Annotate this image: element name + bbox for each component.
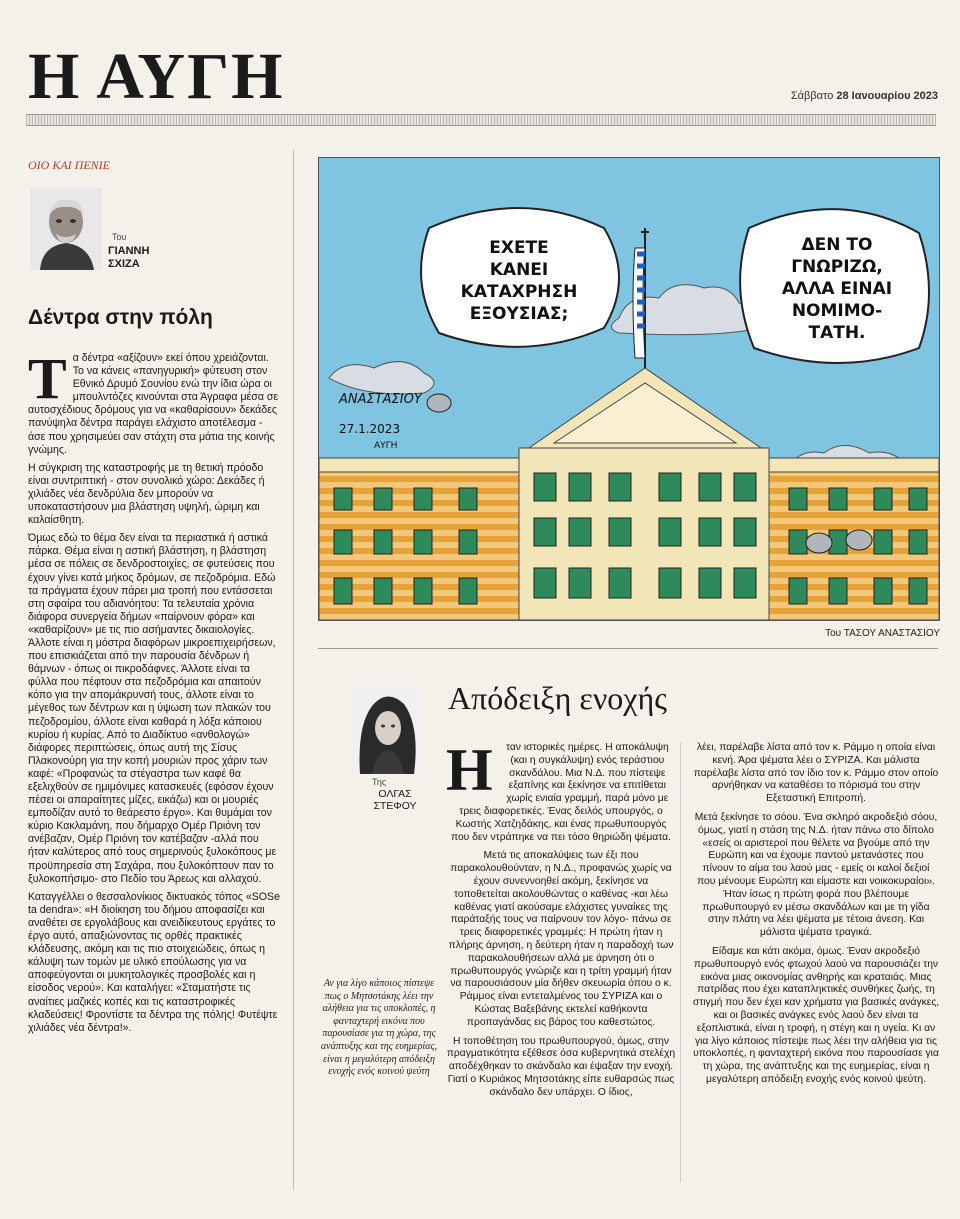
byline-prefix: Του xyxy=(112,232,127,242)
bubble-left-line: ΕΞΟΥΣΙΑΣ; xyxy=(469,304,569,324)
column-divider xyxy=(680,742,681,1182)
author-photo xyxy=(352,686,422,774)
paragraph: Όμως εδώ το θέμα δεν είναι τα περιαστικά ή αστικά πάρκα. Θέμα είναι η αστική βλάστηση, η βλάστηση μέσα σε πόλεις σε δενδροστοιχίες, σε φυτεύσεις που έχουν γίνει κατά μήκος δρόμων, σε πεζοδρόμια. Εδώ τα πράγματα έχουν πάρει μια τροπή που εντάσσεται στη σφαίρα του αδιανόητου: Τα τελευταία χρόνια διάφορα συνεργεία δήμων «παίρνουν φόρα» και «καθαρίζουν» με τις πιο ασήμαντες δικαιολογίες. Άλλοτε είναι η μόστρα διαφόρων μικροεπιχειρήσεων, που επισκιάζεται από την παρουσία δένδρων ή θάμνων - όπως οι πικροδάφνες. Άλλοτε είναι τα φύλλα που πέφτουν στα πεζοδρόμια και απαιτούν κόπο για την απομάκρυνσή τους, άλλοτε είναι το μέγεθος των δέντρων και η ύψωση των πλακών του πεζοδρομίου, άλλοτε είναι καθαρά η λόξα κάποιου κυρίου ή κυρίας. Από το Διαδίκτυο «ανθολογώ» διάφορες περιπτώσεις, όπως αυτή της Σίσυς Πλακονούρη για την κοπή μουριών προς χάριν των καφέ: «Προφανώς τα στέγαστρα των καφέ θα εξελιχθούν σε ημιμόνιμες κατασκευές (εφόσον έχουν πέσει οι απαραίτητες μίζες, εικάζω) και οι μουριές εμποδίζαν αυτό το θεάρεστο έργο». Και θυμάμαι τον κύριο Κακλαμάνη, που δήμαρχο Ομέρ Πριόνη τον ανέβαζαν, Ομέρ Πριόνη τον κατέβαζαν -αλλά που ήταν καλύτερος από τους σημερινούς ξυλοκόπους με προϋπηρεσία στη Σαχάρα, που ξυλοκόπτουν παν το ξυλοκοπήσιμο- στο Πεδίο του Άρεως και αλλαχού. xyxy=(28,532,277,885)
author-firstname: ΟΛΓΑΣ xyxy=(378,788,412,800)
credit-prefix: Του xyxy=(825,628,842,639)
paragraph: Μετά ξεκίνησε το σόου. Ένα σκληρό ακροδεξιό σόου, όμως, γιατί η στάση της Ν.Δ. ήταν πάνω στο δίπολο «εσείς οι αριστεροί που θέλετε να βγούμε από την Ευρώπη και να έχουμε παντού μετανάστες που πίνουν το αίμα του λαού μας - εμείς οι καλοί δεξιοί που μένουμε Ευρώπη και είμαστε και νοικοκυραίοι». Ήταν ίσως η πρώτη φορά που βλέπουμε πρωθυπουργό εν μέσω σκανδάλων και με τη γίδα στην πλάτη να λέει ψέματα με τέτοια άνεση. Και μάλιστα ψέματα τραγικά. xyxy=(694,811,938,939)
bubble-left-line: ΕΧΕΤΕ xyxy=(489,238,549,258)
divider xyxy=(318,648,938,649)
dateline-day: Σάββατο xyxy=(790,90,834,102)
byline-prefix: Της xyxy=(372,777,387,787)
article-body-col-2 xyxy=(692,742,940,1093)
svg-text:27.1.2023: 27.1.2023 xyxy=(339,422,401,436)
paragraph xyxy=(28,346,280,457)
paragraph-text: α δέντρα «αξίζουν» εκεί όπου χρειάζονται. Το να κάνεις «πανηγυρική» φύτευση στον Εθνικό Δρυμό Σουνίου ενώ την ίδια ώρα οι μπουλντόζες κινούνται στα Άγραφα μέσα σε αυτοσχέδιους δρόμους για να «καθαρίσουν» δεκάδες πανύψηλα δέντρα παράγει ελάχιστο αποτέλεσμα - άσε που χρησιμεύει σαν στάχτη στα μάτια της κοινής γνώμης. xyxy=(28,352,279,456)
article-headline: Απόδειξη ενοχής xyxy=(448,680,667,716)
paragraph: Η σύγκριση της καταστροφής με τη θετική πρόοδο είναι συντριπτική - στον συνολικό χώρο: Δεκάδες ή χιλιάδες νέα δενδρύλια δεν μπορούν να υποκαταστήσουν μια βλάστηση υψηλή, ώριμη και καλαίσθητη. xyxy=(28,461,265,527)
cartoon-credit xyxy=(825,628,940,639)
author-lastname: ΣΧΙΖΑ xyxy=(108,258,140,270)
bubble-right-line: ΓΝΩΡΙΖΩ, xyxy=(791,257,883,277)
dateline xyxy=(791,90,938,102)
masthead-title: Η ΑΥΓΗ xyxy=(28,40,285,113)
bubble-left-line: ΚΑΤΑΧΡΗΣΗ xyxy=(460,282,578,302)
credit-name: ΤΑΣΟΥ ΑΝΑΣΤΑΣΙΟΥ xyxy=(843,628,940,639)
svg-text:ΑΥΓΗ: ΑΥΓΗ xyxy=(374,441,398,451)
paragraph xyxy=(446,737,676,844)
author-name xyxy=(108,245,149,271)
bubble-left-line: ΚΑΝΕΙ xyxy=(489,260,549,280)
political-cartoon xyxy=(318,157,940,621)
article-headline: Δέντρα στην πόλη xyxy=(28,306,213,329)
paragraph: Είδαμε και κάτι ακόμα, όμως. Έναν ακροδεξιό πρωθυπουργό ενός φτωχού λαού να παρουσιάζει την εικόνα μιας οικονομίας ανθηρής και κραταιάς. Μιας πατρίδας που έχει καταπληκτικές συνθήκες ζωής, τη στιγμή που δεν έχει καν χρήματα για βασικές ανάγκες, και οι βασικές ανάγκες ενός λαού δεν είναι τα εξοπλιστικά, είναι η τροφή, η στέγη και η υγεία. Κι αν για λίγο κάποιος πίστεψε πως λέει την αλήθεια για τις υποκλοπές, η φανταχτερή εικόνα που παρουσίασε για τη χώρα, της ανάπτυξης και της ευημερίας, είναι η μεγαλύτερη απόδειξη ενοχής ενός κοινού ψεύτη. xyxy=(692,945,940,1085)
dropcap: Η xyxy=(446,737,493,803)
author-photo xyxy=(30,188,102,270)
dateline-date: 28 Ιανουαρίου 2023 xyxy=(836,90,938,102)
article-body xyxy=(28,346,281,1040)
dropcap: Τ xyxy=(28,346,67,411)
bubble-right-line: ΑΛΛΑ ΕΙΝΑΙ xyxy=(781,279,893,299)
paragraph: Μετά τις αποκαλύψεις των έξι που παρακολουθούνταν, η Ν.Δ., προφανώς χωρίς να έχουν συνεννοηθεί ακόμη, ξεκίνησε να τοποθετείται ακολουθώντας ο καθένας -και λέω καθένας γιατί ακούσαμε ελάχιστες γυναίκες της παράταξής τους να παίρνουν τον λόγο- πάνω σε τρεις διαφορετικές γραμμές: Η πρώτη ήταν η πλήρης άρνηση, η δεύτερη ήταν η παραδοχή των παρακολουθήσεων αλλά με άρνηση ότι ο πρωθυπουργός γνώριζε και η τρίτη γραμμή ήταν να παρουσιάσουν μία δήθεν σκευωρία όπου ο κ. Ράμμος είναι εντεταλμένος του ΣΥΡΙΖΑ και ο Κώστας Βαξεβάνης εκτελεί καθήκοντα προπαγάνδας εις βάρος του καθεστώτος. xyxy=(448,850,674,1028)
author-lastname: ΣΤΕΦΟΥ xyxy=(373,800,417,812)
svg-text:ΑΝΑΣΤΑΣΙΟΥ: ΑΝΑΣΤΑΣΙΟΥ xyxy=(339,392,422,407)
bubble-right-line: ΔΕΝ ΤΟ xyxy=(801,235,873,255)
masthead-rule xyxy=(26,114,936,126)
paragraph-text: ταν ιστορικές ημέρες. Η αποκάλυψη (και η συγκάλυψη) ενός τεράστιου σκανδάλου. Μια Ν.Δ. που πίστεψε εξαπίνης και ξεκίνησε να επιτίθεται χωρίς ενιαία γραμμή, παρά μόνο με τρεις διαφορετικές. Ένας δειλός υπουργός, ο Κωστής Χατζηδάκης, και ένας πρωθυπουργός που δεν ντράπηκε να πει τόσο θηριώδη ψέματα. xyxy=(450,742,671,843)
article-body-col-1 xyxy=(446,737,676,1106)
windows xyxy=(334,473,927,604)
bubble-right-line: ΝΟΜΙΜΟ- xyxy=(791,301,883,321)
paragraph: Καταγγέλλει ο θεσσαλονίκιος δικτυακός τόπος «SOSe ta dendra»: «Η διοίκηση του δήμου αποφασίζει και αναθέτει σε εργολάβους και ανειδίκευτους εργάτες το έργο αυτό, απαξιώνοντας τις ορθές πρακτικές κλάδευσης, ακόμη και τις πιο στοιχειώδεις, όπως η κάλυψη των τομών με υλικό επούλωσης για να αποφεύγονται οι μυκητολογικές προσβολές και η είσοδος νερού». Και καταλήγει: «Σταματήστε τις αναίτιες μαζικές κοπές και τις καταστροφικές κλαδεύσεις! Φροντίστε τα δέντρα της πόλης! Φυτέψτε χιλιάδες νέα δέντρα!». xyxy=(28,890,281,1034)
paragraph: λέει, παρέλαβε λίστα από τον κ. Ράμμο η οποία είναι κενή. Άρα ψέματα λέει ο ΣΥΡΙΖΑ. Και μάλιστα παρέλαβε λίστα από τον ίδιο τον κ. Ράμμο στον οποίο αρνήθηκαν να καταθέσει το πόρισμά του στην Εξεταστική Επιτροπή. xyxy=(693,742,939,805)
pull-quote: Αν για λίγο κάποιος πίστεψε πως ο Μητσοτάκης λέει την αλήθεια για τις υποκλοπές, η φανταχτερή εικόνα που παρουσίασε για τη χώρα, της ανάπτυξης και της ευημερίας, είναι η μεγαλύτερη απόδειξη ενοχής ενός κοινού ψεύτη xyxy=(320,978,438,1078)
author-firstname: ΓΙΑΝΝΗ xyxy=(108,245,150,257)
column-divider xyxy=(293,150,294,1190)
greek-flag xyxy=(633,248,645,358)
author-name xyxy=(360,788,430,812)
section-tag: ΟΙΟ ΚΑΙ ΠΕΝΙΕ xyxy=(28,158,110,172)
bubble-right-line: ΤΑΤΗ. xyxy=(808,323,866,343)
paragraph: Η τοποθέτηση του πρωθυπουργού, όμως, στην πραγματικότητα εξέθεσε όσα κυβερνητικά στελέχη αποδέχθηκαν το σκάνδαλο και έψαξαν την ενοχή. Γιατί ο Κυριάκος Μητσοτάκης είπε ευθαρσώς πως σκάνδαλο δεν υπάρχει. Ο ίδιος, xyxy=(446,1035,676,1098)
